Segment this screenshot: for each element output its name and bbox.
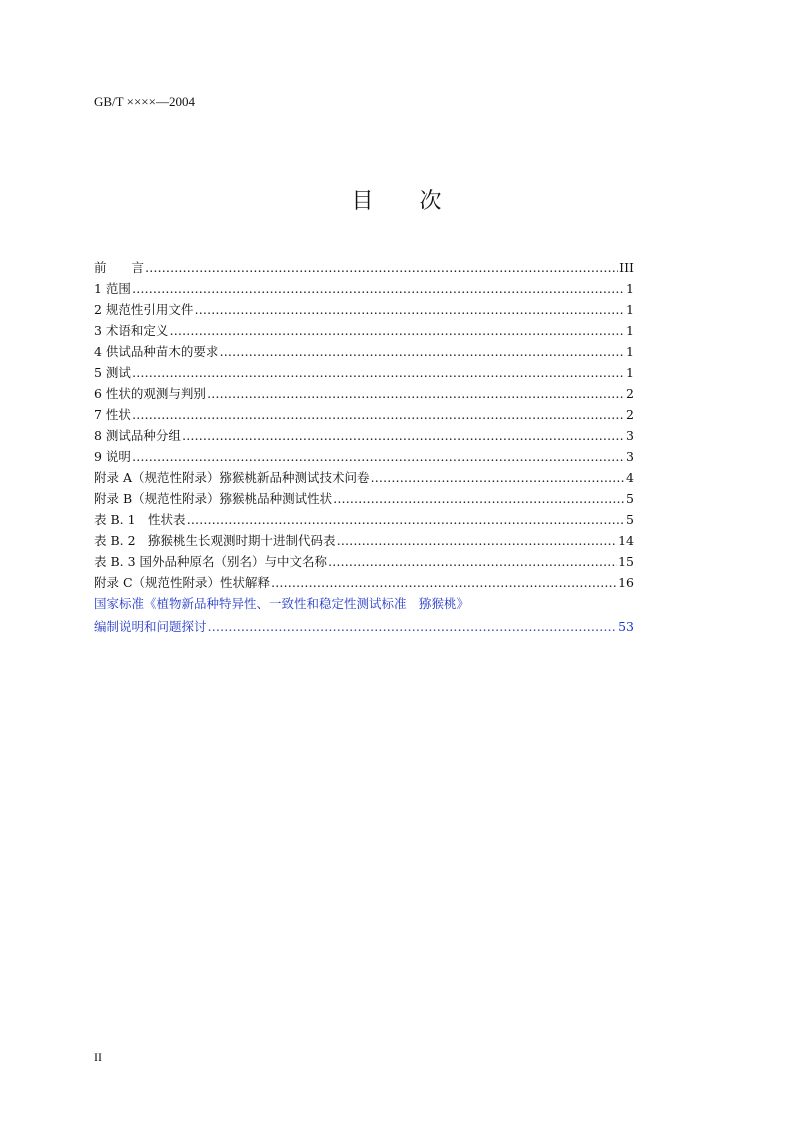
- toc-leader-dots: [132, 449, 625, 464]
- toc-entry[interactable]: [94, 426, 634, 447]
- toc-leader-dots: [271, 575, 617, 590]
- toc-leader-dots: [132, 365, 625, 380]
- toc-entry[interactable]: [94, 363, 634, 384]
- toc-entry-label: 前 言: [94, 260, 145, 275]
- toc-leader-dots: [337, 533, 618, 548]
- toc-entry-label: 9 说明: [94, 449, 131, 464]
- toc-entry[interactable]: [94, 279, 634, 300]
- toc-entry[interactable]: [94, 489, 634, 510]
- toc-leader-dots: [187, 512, 625, 527]
- toc-entry-label: 6 性状的观测与判别: [94, 386, 206, 401]
- toc-leader-dots: [333, 491, 625, 506]
- toc-leader-dots: [145, 260, 618, 275]
- toc-leader-dots: [132, 407, 625, 422]
- toc-entry[interactable]: [94, 510, 634, 531]
- toc-leader-dots: [371, 470, 626, 485]
- toc-entry[interactable]: [94, 384, 634, 405]
- toc-entry-label: 编制说明和问题探讨: [94, 619, 207, 634]
- toc-entry-label: 8 测试品种分组: [94, 428, 181, 443]
- toc-leader-dots: [169, 323, 625, 338]
- toc-entry-page: 53: [618, 619, 634, 634]
- toc-entry-page: 2: [626, 386, 634, 401]
- toc-entry-page: 4: [626, 470, 634, 485]
- page-title: [0, 184, 793, 215]
- toc-entry[interactable]: [94, 258, 634, 279]
- toc-entry-label: 5 测试: [94, 365, 131, 380]
- toc-leader-dots: [194, 302, 625, 317]
- toc-entry[interactable]: [94, 468, 634, 489]
- table-of-contents: [94, 258, 634, 638]
- toc-entry-label: 表 B. 1 性状表: [94, 512, 186, 527]
- toc-entry-page: 1: [626, 344, 634, 359]
- toc-entry[interactable]: [94, 573, 634, 594]
- toc-entry-page: 2: [626, 407, 634, 422]
- footer-page-number: II: [94, 1050, 102, 1064]
- toc-entry-label: 2 规范性引用文件: [94, 302, 194, 317]
- toc-entry-label: 附录 A（规范性附录）猕猴桃新品种测试技术问卷: [94, 470, 370, 485]
- toc-entry[interactable]: [94, 321, 634, 342]
- toc-entry[interactable]: [94, 594, 634, 617]
- toc-entry-page: 1: [626, 302, 634, 317]
- toc-entry-label: 3 术语和定义: [94, 323, 169, 338]
- toc-entry-label: 附录 B（规范性附录）猕猴桃品种测试性状: [94, 491, 333, 506]
- toc-entry-label: 4 供试品种苗木的要求: [94, 344, 219, 359]
- toc-leader-dots: [207, 386, 625, 401]
- toc-entry-page: 1: [626, 365, 634, 380]
- toc-entry-page: 3: [626, 449, 634, 464]
- toc-leader-dots: [182, 428, 625, 443]
- toc-entry[interactable]: [94, 531, 634, 552]
- toc-entry-label: 1 范围: [94, 281, 131, 296]
- toc-leader-dots: [328, 554, 617, 569]
- toc-entry-label: 附录 C（规范性附录）性状解释: [94, 575, 271, 590]
- toc-entry-label: 7 性状: [94, 407, 131, 422]
- toc-entry-page: 16: [618, 575, 634, 590]
- toc-entry[interactable]: [94, 447, 634, 468]
- toc-entry-page: 5: [626, 512, 634, 527]
- document-code: GB/T ××××—2004: [94, 94, 195, 109]
- toc-entry[interactable]: [94, 405, 634, 426]
- toc-entry[interactable]: [94, 300, 634, 321]
- toc-entry-page: III: [619, 260, 634, 275]
- toc-leader-dots: [219, 344, 625, 359]
- toc-entry[interactable]: [94, 552, 634, 573]
- toc-entry-page: 15: [618, 554, 634, 569]
- toc-entry-page: 1: [626, 281, 634, 296]
- toc-entry-page: 3: [626, 428, 634, 443]
- toc-entry-page: 5: [626, 491, 634, 506]
- toc-entry-page: 14: [618, 533, 634, 548]
- toc-leader-dots: [208, 619, 618, 634]
- toc-entry-label: 表 B. 2 猕猴桃生长观测时期十进制代码表: [94, 533, 336, 548]
- toc-leader-dots: [132, 281, 625, 296]
- toc-entry[interactable]: [94, 342, 634, 363]
- page-title-text: 目次: [351, 189, 488, 214]
- toc-entry-label: 国家标准《植物新品种特异性、一致性和稳定性测试标准 猕猴桃》: [94, 596, 470, 611]
- toc-entry-label: 表 B. 3 国外品种原名（别名）与中文名称: [94, 554, 328, 569]
- toc-entry[interactable]: [94, 617, 634, 638]
- toc-entry-page: 1: [626, 323, 634, 338]
